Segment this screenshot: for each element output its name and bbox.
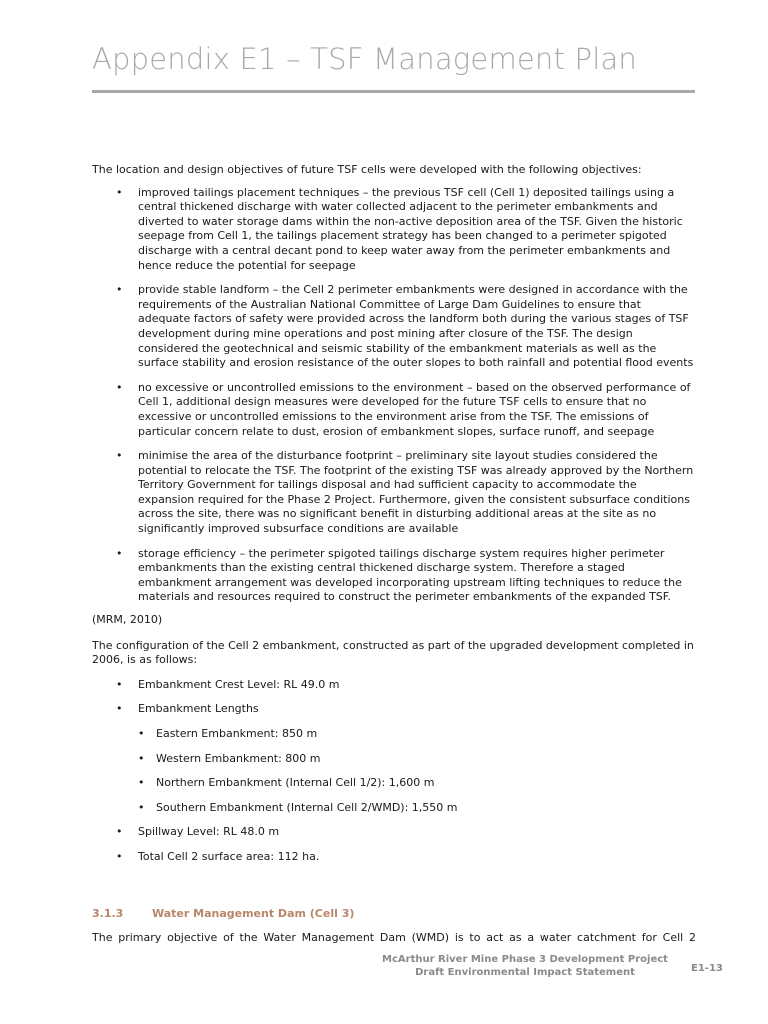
section-heading xyxy=(92,907,354,920)
list-item-lengths xyxy=(92,702,696,815)
section-number: 3.1.3 xyxy=(92,907,124,920)
list-item: • Total Cell 2 surface area: 112 ha. xyxy=(92,850,696,865)
footer xyxy=(380,953,670,979)
lengths-label: Embankment Lengths xyxy=(138,702,259,716)
title-divider xyxy=(92,90,695,93)
page-number: E1-13 xyxy=(691,963,723,974)
footer-document: Draft Environmental Impact Statement xyxy=(415,967,635,978)
list-item: • Spillway Level: RL 48.0 m xyxy=(92,825,696,840)
section-title: Water Management Dam (Cell 3) xyxy=(152,907,355,920)
footer-project: McArthur River Mine Phase 3 Development Project xyxy=(382,954,668,965)
lengths-sublist xyxy=(138,727,696,815)
list-item: • Western Embankment: 800 m xyxy=(138,752,696,767)
list-item: • minimise the area of the disturbance footprint – preliminary site layout studies considered the potential to relocate the TSF. The footprint of the existing TSF was already approved by the Northern Territory Government for tailings disposal and had sufficient capacity to accommodate the expansion required for the Phase 2 Project. Furthermore, given the consistent subsurface conditions across the site, there was no significant benefit in disturbing additional areas at the site as no significantly improved subsurface conditions are available xyxy=(92,449,696,537)
list-item: • Southern Embankment (Internal Cell 2/WMD): 1,550 m xyxy=(138,801,696,816)
page-title: Appendix E1 – TSF Management Plan xyxy=(92,42,637,76)
list-item: • Northern Embankment (Internal Cell 1/2): 1,600 m xyxy=(138,776,696,791)
objectives-list xyxy=(92,186,696,605)
list-item: • storage efficiency – the perimeter spigoted tailings discharge system requires higher perimeter embankments than the existing central thickened discharge system. Therefore a staged embankment arrangement was developed incorporating upstream lifting techniques to reduce the materials and resources required to construct the perimeter embankments of the expanded TSF. xyxy=(92,547,696,605)
document-body xyxy=(92,163,696,875)
citation: (MRM, 2010) xyxy=(92,613,163,627)
config-paragraph: The configuration of the Cell 2 embankment, constructed as part of the upgraded development completed in 2006, is as follows: xyxy=(92,638,694,667)
list-item: • improved tailings placement techniques – the previous TSF cell (Cell 1) deposited tailings using a central thickened discharge with water collected adjacent to the perimeter embankments and diverted to water storage dams within the non-active deposition area of the TSF. Given the historic seepage from Cell 1, the tailings placement strategy has been changed to a perimeter spigoted discharge with a central decant pond to keep water away from the perimeter embankments and hence reduce the potential for seepage xyxy=(92,186,696,274)
list-item: • no excessive or uncontrolled emissions to the environment – based on the observed performance of Cell 1, additional design measures were developed for the future TSF cells to ensure that no excessive or uncontrolled emissions to the environment arise from the TSF. The emissions of particular concern relate to dust, erosion of embankment slopes, surface runoff, and seepage xyxy=(92,381,696,439)
list-item: • Embankment Crest Level: RL 49.0 m xyxy=(92,678,696,693)
list-item: • provide stable landform – the Cell 2 perimeter embankments were designed in accordance with the requirements of the Australian National Committee of Large Dam Guidelines to ensure that adequate factors of safety were provided across the landform both during the various stages of TSF development during mine operations and post mining after closure of the TSF. The design considered the geotechnical and seismic stability of the embankment materials as well as the surface stability and erosion resistance of the outer slopes to both rainfall and potential flood events xyxy=(92,283,696,371)
list-item: • Eastern Embankment: 850 m xyxy=(138,727,696,742)
intro-paragraph: The location and design objectives of future TSF cells were developed with the following objectives: xyxy=(92,163,642,176)
section-paragraph: The primary objective of the Water Management Dam (WMD) is to act as a water catchment for Cell 2 xyxy=(92,931,696,944)
specs-list xyxy=(92,678,696,865)
